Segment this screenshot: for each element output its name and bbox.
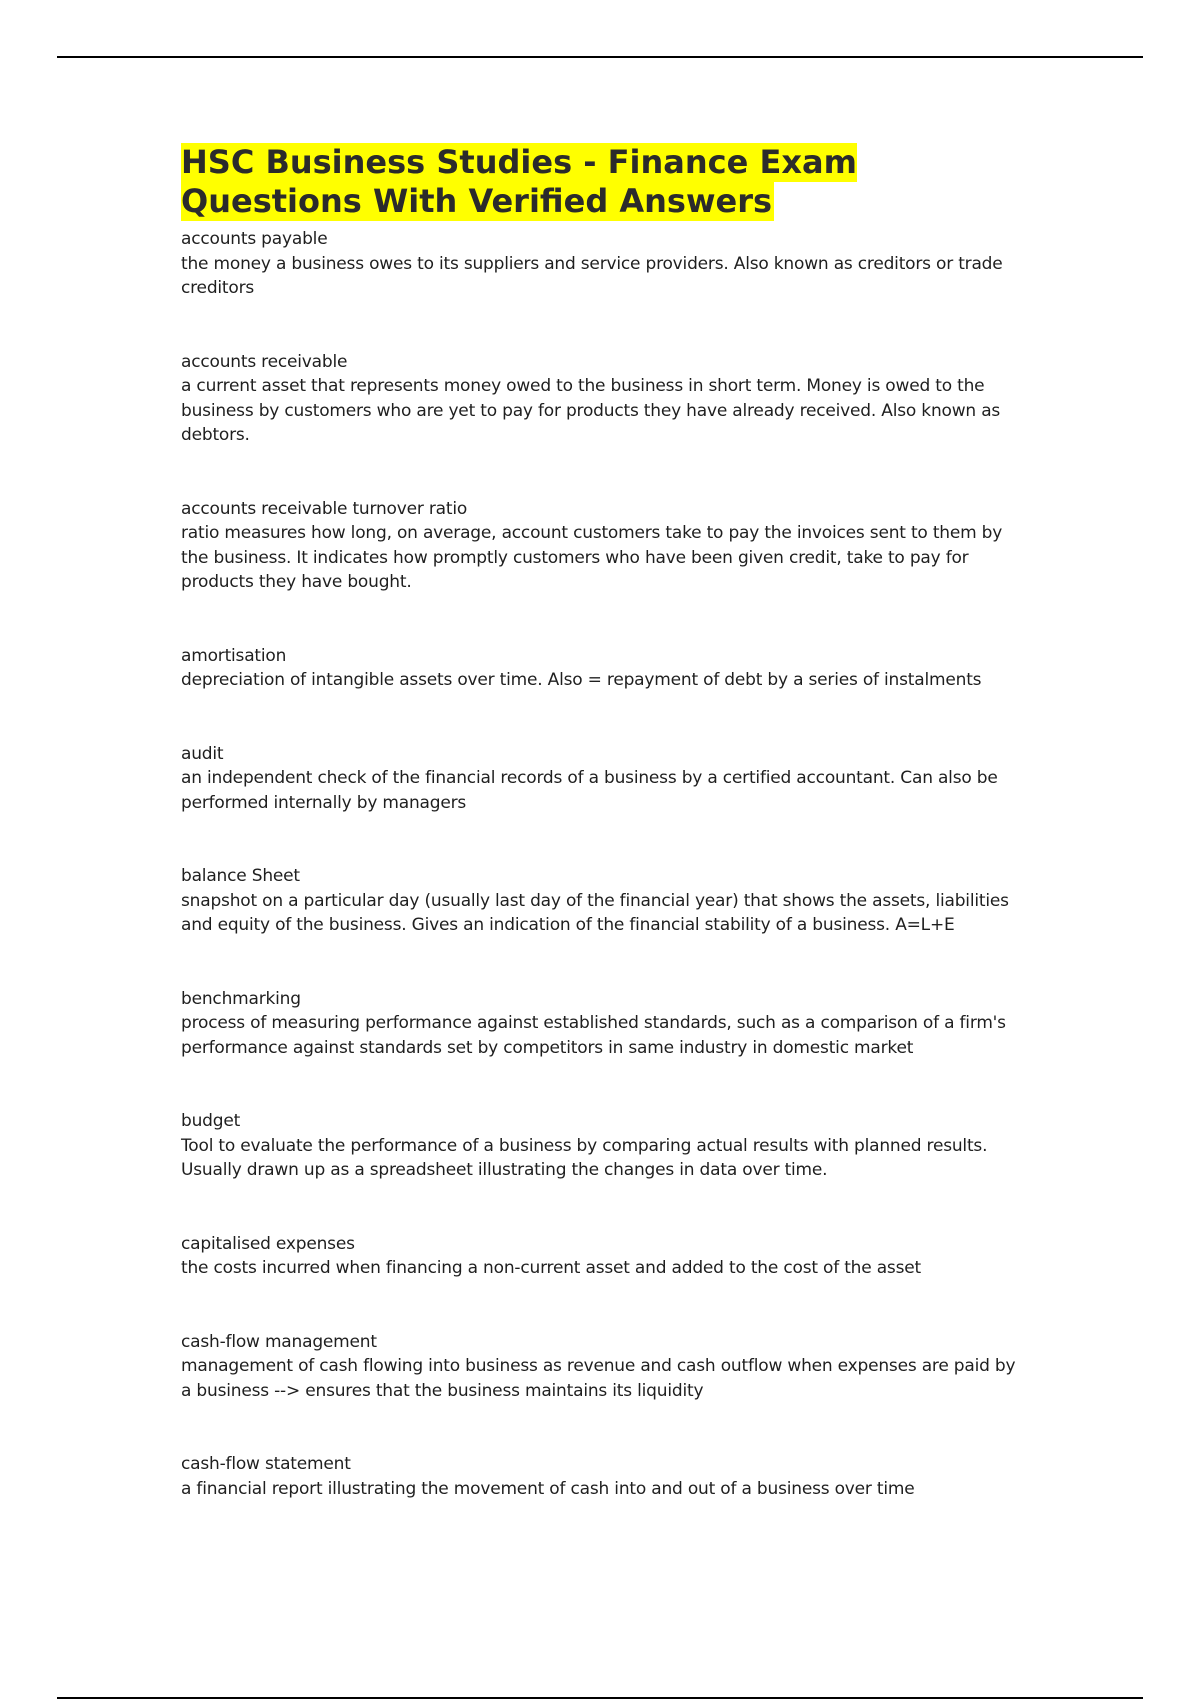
document-title <box>181 143 1021 221</box>
glossary-term: audit <box>181 743 224 764</box>
glossary-term: accounts receivable turnover ratio <box>181 498 468 519</box>
glossary-entry <box>181 864 1021 938</box>
glossary-term: capitalised expenses <box>181 1233 355 1254</box>
glossary-definition: a current asset that represents money owed to the business in short term. Money is owed to the business by customers who are yet to pay for products they have already received. Also known as debtors. <box>181 376 1001 445</box>
glossary-entry <box>181 227 1021 301</box>
glossary-term: benchmarking <box>181 988 301 1009</box>
glossary-entry <box>181 1232 1021 1281</box>
glossary-term: accounts payable <box>181 229 328 249</box>
bottom-divider <box>57 1697 1143 1699</box>
document-body <box>181 143 1021 1550</box>
title-highlight: HSC Business Studies - Finance Exam Questions With Verified Answers <box>181 143 857 220</box>
glossary-entry <box>181 987 1021 1061</box>
glossary-definition: management of cash flowing into business as revenue and cash outflow when expenses are paid by a business --> ensures that the business maintains its liquidity <box>181 1356 1016 1401</box>
glossary-definition: process of measuring performance against established standards, such as a comparison of a firm's performance against standards set by competitors in same industry in domestic market <box>181 1013 1006 1058</box>
glossary-entry <box>181 644 1021 693</box>
glossary-definition: depreciation of intangible assets over time. Also = repayment of debt by a series of instalments <box>181 670 982 690</box>
glossary-entry <box>181 742 1021 816</box>
glossary-definition: Tool to evaluate the performance of a business by comparing actual results with planned results. Usually drawn up as a spreadsheet illustrating the changes in data over time. <box>181 1135 988 1180</box>
glossary-term: amortisation <box>181 645 287 666</box>
glossary-definition: the money a business owes to its suppliers and service providers. Also known as creditors or trade creditors <box>181 253 1003 298</box>
glossary-definition: a financial report illustrating the movement of cash into and out of a business over time <box>181 1478 915 1499</box>
glossary-list <box>181 227 1021 1501</box>
glossary-definition: ratio measures how long, on average, account customers take to pay the invoices sent to them by the business. It indicates how promptly customers who have been given credit, take to pay for products they have bought. <box>181 523 1003 592</box>
glossary-entry <box>181 1330 1021 1404</box>
glossary-entry <box>181 1109 1021 1183</box>
glossary-definition: the costs incurred when financing a non-current asset and added to the cost of the asset <box>181 1258 921 1278</box>
top-divider <box>57 56 1143 58</box>
glossary-entry <box>181 350 1021 448</box>
glossary-definition: an independent check of the financial records of a business by a certified accountant. Can also be performed internally by managers <box>181 768 998 813</box>
glossary-term: budget <box>181 1111 241 1131</box>
glossary-term: cash-flow statement <box>181 1454 351 1474</box>
glossary-entry <box>181 497 1021 595</box>
glossary-definition: snapshot on a particular day (usually last day of the financial year) that shows the assets, liabilities and equity of the business. Gives an indication of the financial stability of a business. A=L+E <box>181 890 1009 935</box>
glossary-term: balance Sheet <box>181 866 300 886</box>
glossary-entry <box>181 1452 1021 1501</box>
glossary-term: accounts receivable <box>181 351 348 372</box>
glossary-term: cash-flow management <box>181 1331 377 1352</box>
